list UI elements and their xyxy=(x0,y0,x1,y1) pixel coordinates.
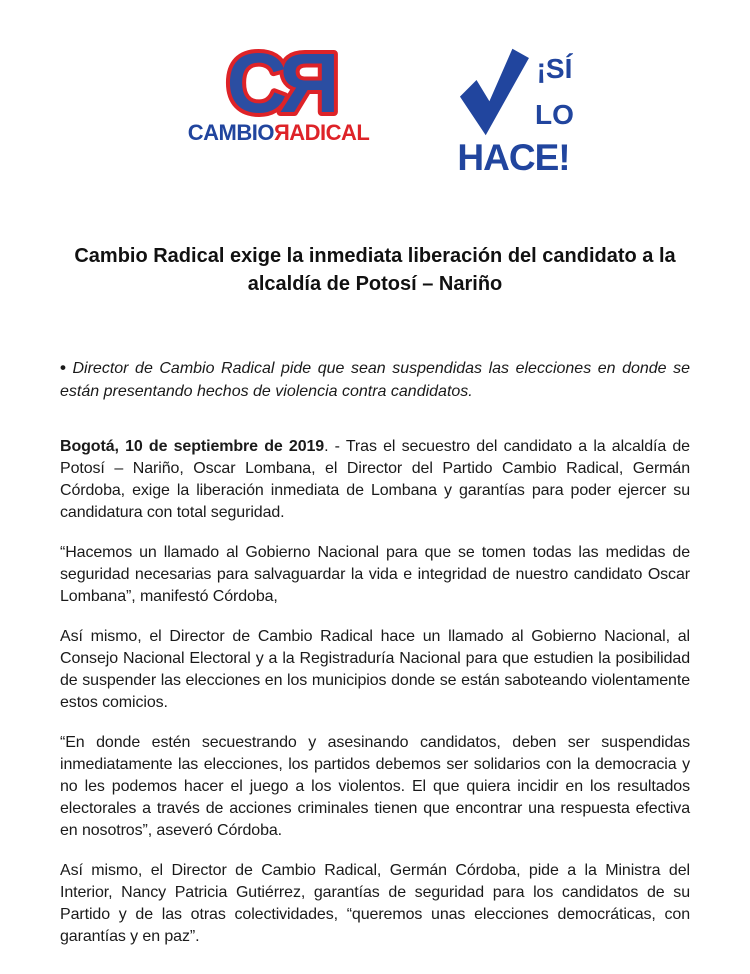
svg-text:CЯ: CЯ xyxy=(226,42,332,120)
press-release-headline: Cambio Radical exige la inmediata liberación del candidato a la alcaldía de Potosí – Nariño xyxy=(74,245,676,295)
paragraph-llamado: Así mismo, el Director de Cambio Radical hace un llamado al Gobierno Nacional, al Consejo Nacional Electoral y a la Registraduría Nacional para que estudien la posibilidad de suspender las elecciones en los municipios donde se están saboteando violentamente estos comicios. xyxy=(60,628,690,711)
cambio-radical-monogram-icon xyxy=(179,42,379,120)
cambio-radical-wordmark xyxy=(188,122,370,144)
lead-bullet-text: Director de Cambio Radical pide que sean suspendidas las elecciones en donde se están presentando hechos de violencia contra candidatos. xyxy=(60,360,690,400)
press-release-body xyxy=(0,356,750,948)
paragraph-dateline xyxy=(60,436,690,524)
dateline-bold: Bogotá, 10 de septiembre de 2019 xyxy=(60,438,325,455)
paragraph-quote-1: “Hacemos un llamado al Gobierno Nacional para que se tomen todas las medidas de seguridad necesarias para salvaguardar la vida e integridad de nuestro candidato Oscar Lombana”, manifestó Córdoba, xyxy=(60,544,690,605)
lead-bullet-paragraph xyxy=(60,356,690,403)
bullet-dot: • xyxy=(60,358,66,377)
paragraph-quote-2: “En donde estén secuestrando y asesinando candidatos, deben ser suspendidas inmediatamente las elecciones, los partidos debemos ser solidarios con la democracia y no les podemos hacer el juego a los violentos. El que quiera incidir en los resultados electorales a través de acciones criminales tienen que encontrar una respuesta efectiva en nosotros”, aseveró Córdoba. xyxy=(60,734,690,839)
wordmark-radical: ЯADICAL xyxy=(273,120,370,145)
slogan-line-si: ¡SÍ xyxy=(536,52,573,84)
dateline-rest: . - Tras el secuestro del candidato a la alcaldía de Potosí – Nariño, Oscar Lombana, el Director del Partido Cambio Radical, Germán Córdoba, exige la liberación inmediata de Lombana y garantías para poder ejercer su candidatura con total seguridad. xyxy=(60,438,690,521)
logo-header xyxy=(0,0,750,176)
check-mark-icon xyxy=(456,46,532,138)
wordmark-cambio: CAMBIO xyxy=(187,120,274,145)
si-lo-hace-logo xyxy=(453,46,574,176)
cambio-radical-logo xyxy=(176,42,381,144)
slogan-line-lo: LO xyxy=(535,98,574,130)
paragraph-ministra: Así mismo, el Director de Cambio Radical, Germán Córdoba, pide a la Ministra del Interior, Nancy Patricia Gutiérrez, garantías de seguridad para los candidatos de su Partido y de las otras colectividades, “queremos unas elecciones democráticas, con garantías y en paz”. xyxy=(60,862,690,945)
slogan-line-hace: HACE! xyxy=(457,137,570,178)
